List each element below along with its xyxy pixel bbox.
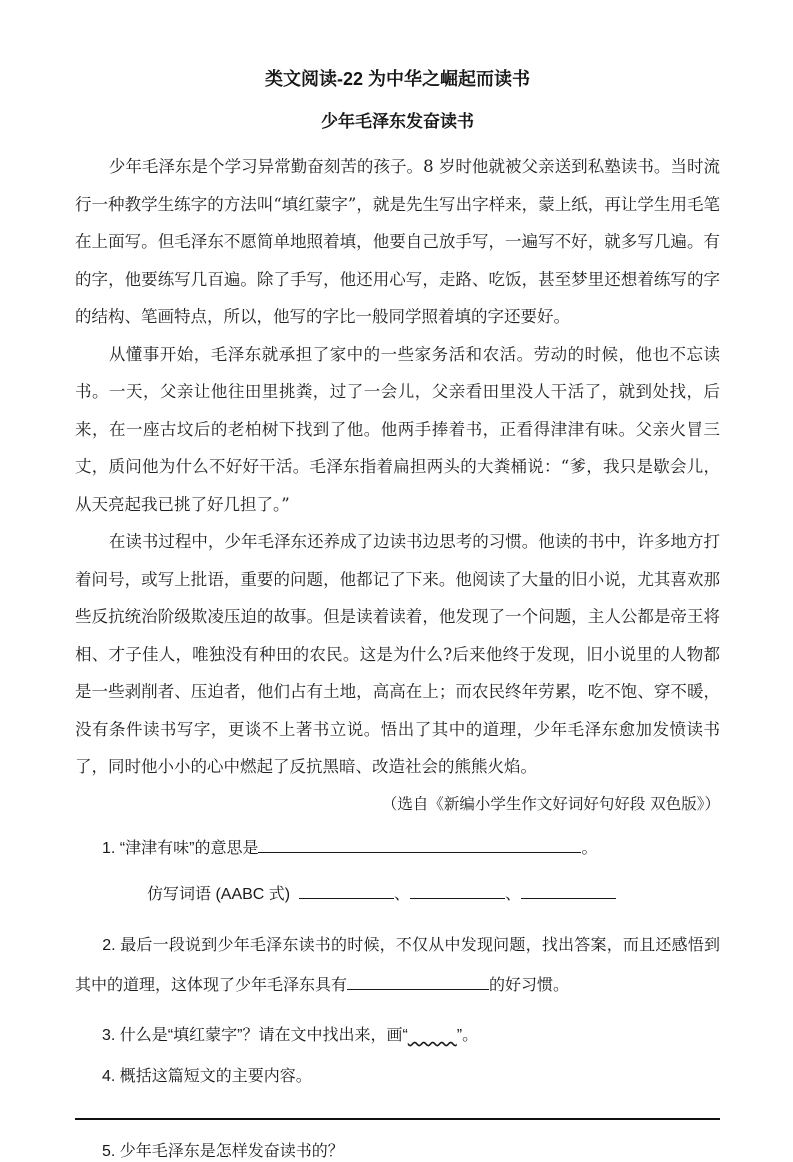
question-3-text: 3. 什么是“填红蒙字”？请在文中找出来，画“ <box>102 1027 408 1044</box>
answer-blank <box>258 838 581 853</box>
answer-line <box>75 1118 720 1120</box>
question-1-period: 。 <box>581 840 598 857</box>
question-5: 5. 少年毛泽东是怎样发奋读书的？ <box>102 1143 344 1160</box>
list-separator: 、 <box>394 886 411 903</box>
question-4: 4. 概括这篇短文的主要内容。 <box>102 1068 312 1085</box>
answer-blank <box>410 884 505 899</box>
answer-blank <box>347 975 489 990</box>
question-1 <box>75 838 720 859</box>
question-3-suffix: ”。 <box>456 1027 479 1044</box>
page-title: 类文阅读-22 为中华之崛起而读书 <box>264 69 530 89</box>
question-1-sub <box>75 884 720 905</box>
answer-blank <box>299 884 394 899</box>
answer-blank <box>521 884 616 899</box>
question-2-text: 2. 最后一段说到少年毛泽东读书的时候，不仅从中发现问题，找出答案，而且还感悟到其中的道理，这体现了少年毛泽东具有 <box>75 937 720 994</box>
question-1-sub-label: 仿写词语 (AABC 式) <box>147 886 291 903</box>
question-3 <box>75 1025 720 1046</box>
question-2 <box>75 926 720 1006</box>
article-paragraph: 从懂事开始，毛泽东就承担了家中的一些家务活和农活。劳动的时候，他也不忘读书。一天，父亲让他往田里挑粪，过了一会儿，父亲看田里没人干活了，就到处找，后来，在一座古坟后的老柏树下找到了他。他两手捧着书，正看得津津有味。父亲火冒三丈，质问他为什么不好好干活。毛泽东指着扁担两头的大粪桶说：“爹，我只是歇会儿，从天亮起我已挑了好几担了。” <box>75 344 720 514</box>
question-2-suffix: 的好习惯。 <box>489 977 570 994</box>
wavy-line-sample <box>408 1027 457 1044</box>
question-list <box>75 838 720 1162</box>
article-body <box>75 148 720 823</box>
question-1-text: 1. “津津有味”的意思是 <box>102 840 259 857</box>
page-subtitle: 少年毛泽东发奋读书 <box>321 112 474 131</box>
article-paragraph: 在读书过程中，少年毛泽东还养成了边读书边思考的习惯。他读的书中，许多地方打着问号，或写上批语，重要的问题，他都记了下来。他阅读了大量的旧小说，尤其喜欢那些反抗统治阶级欺凌压迫的故事。但是读着读着，他发现了一个问题，主人公都是帝王将相、才子佳人，唯独没有种田的农民。这是为什么?后来他终于发现，旧小说里的人物都是一些剥削者、压迫者，他们占有土地，高高在上；而农民终年劳累，吃不饱、穿不暖，没有条件读书写字，更谈不上著书立说。悟出了其中的道理，少年毛泽东愈加发愤读书了，同时他小小的心中燃起了反抗黑暗、改造社会的熊熊火焰。 <box>75 532 720 776</box>
list-separator: 、 <box>505 886 522 903</box>
source-attribution: （选自《新编小学生作文好词好句好段 双色版》） <box>381 794 720 813</box>
article-paragraph: 少年毛泽东是个学习异常勤奋刻苦的孩子。8 岁时他就被父亲送到私塾读书。当时流行一种教学生练字的方法叫“填红蒙字”，就是先生写出字样来，蒙上纸，再让学生用毛笔在上面写。但毛泽东不愿简单地照着填，他要自己放手写，一遍写不好，就多写几遍。有的字，他要练写几百遍。除了手写，他还用心写，走路、吃饭，甚至梦里还想着练写的字的结构、笔画特点，所以，他写的字比一般同学照着填的字还要好。 <box>75 157 720 326</box>
